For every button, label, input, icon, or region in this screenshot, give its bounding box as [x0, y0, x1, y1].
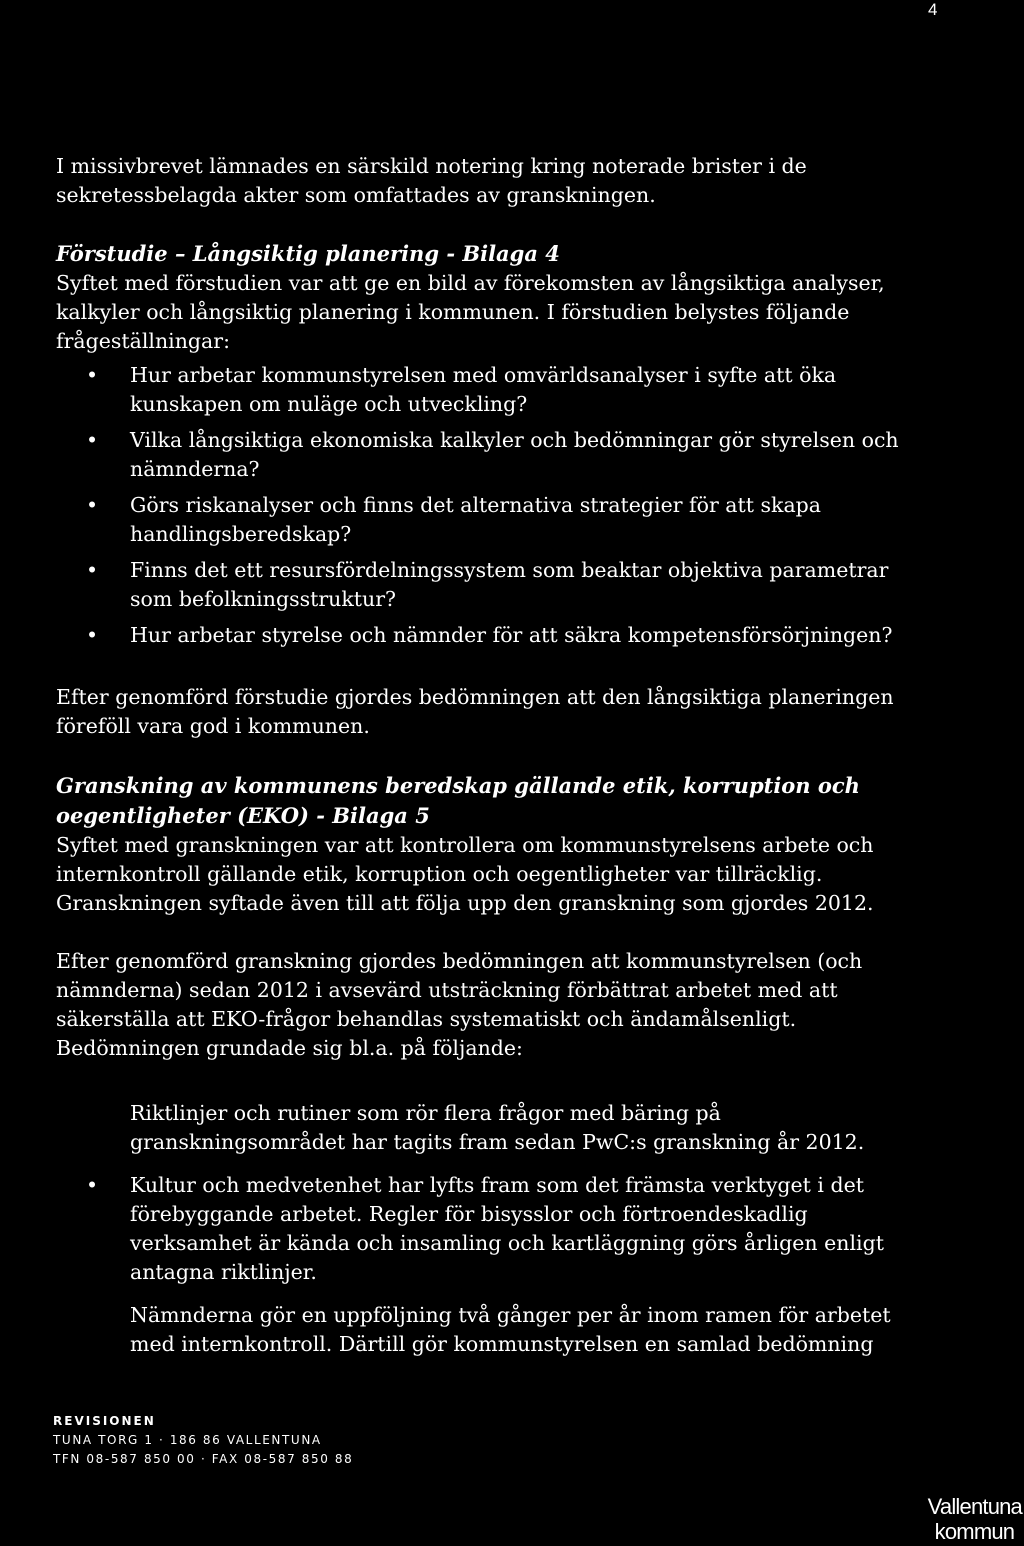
logo-line-1: Vallentuna — [927, 1494, 1022, 1519]
page-number: 4 — [928, 0, 938, 19]
list-item: • Kultur och medvetenhet har lyfts fram som det främsta verktyget i det förebyggande arbetet. Regler för bisysslor och förtroendeskadlig verksamhet är kända och insamling och kartläggning görs årligen enligt antagna riktlinjer. — [56, 1171, 916, 1287]
document-body — [56, 152, 916, 1366]
list-item: • Hur arbetar styrelse och nämnder för att säkra kompetensförsörjningen? — [56, 621, 916, 650]
section-conclusion-forstudie: Efter genomförd förstudie gjordes bedömningen att den långsiktiga planeringen föreföll vara god i kommunen. — [56, 685, 894, 738]
vallentuna-logo — [928, 1494, 1022, 1544]
section-heading-eko: Granskning av kommunens beredskap gällande etik, korruption och oegentligheter (EKO) - Bilaga 5 — [56, 773, 860, 828]
list-item: • Hur arbetar kommunstyrelsen med omvärldsanalyser i syfte att öka kunskapen om nuläge och utveckling? — [56, 361, 916, 419]
section-body-eko: Syftet med granskningen var att kontrollera om kommunstyrelsens arbete och internkontroll gällande etik, korruption och oegentligheter var tillräcklig. Granskningen syftade även till att följa upp den granskning som gjordes 2012. — [56, 833, 874, 915]
list-item: • Vilka långsiktiga ekonomiska kalkyler och bedömningar gör styrelsen och nämnderna? — [56, 426, 916, 484]
list-item: • Finns det ett resursfördelningssystem som beaktar objektiva parametrar som befolkningsstruktur? — [56, 556, 916, 614]
intro-paragraph: I missivbrevet lämnades en särskild notering kring noterade brister i de sekretessbelagda akter som omfattades av granskningen. — [56, 154, 807, 207]
section-eko — [56, 771, 916, 1359]
section-conclusion-eko: Efter genomförd granskning gjordes bedömningen att kommunstyrelsen (och nämnderna) sedan 2012 i avsevärd utsträckning förbättrat arbetet med att säkerställa att EKO-frågor behandlas systematiskt och ändamålsenligt. Bedömningen grundade sig bl.a. på följande: — [56, 949, 863, 1060]
list-item: Riktlinjer och rutiner som rör flera frågor med bäring på granskningsområdet har tagits fram sedan PwC:s granskning år 2012. — [130, 1101, 865, 1154]
section-heading-forstudie: Förstudie – Långsiktig planering - Bilaga 4 — [56, 241, 560, 266]
findings-list — [56, 1099, 916, 1359]
section-forstudie — [56, 239, 916, 741]
footer-phone: TFN 08-587 850 00 · FAX 08-587 850 88 — [53, 1452, 354, 1466]
footer-org-name: REVISIONEN — [53, 1414, 156, 1428]
section-body-forstudie: Syftet med förstudien var att ge en bild av förekomsten av långsiktiga analyser, kalkyler och långsiktig planering i kommunen. I förstudien belystes följande frågeställningar: — [56, 271, 885, 353]
footer-address-block — [53, 1412, 353, 1469]
list-item: • Görs riskanalyser och finns det alternativa strategier för att skapa handlingsberedskap? — [56, 491, 916, 549]
logo-line-2: kommun — [934, 1519, 1015, 1544]
question-list — [56, 361, 916, 650]
footer-address: TUNA TORG 1 · 186 86 VALLENTUNA — [53, 1433, 322, 1447]
list-item: Nämnderna gör en uppföljning två gånger per år inom ramen för arbetet med internkontroll. Därtill gör kommunstyrelsen en samlad bedömning — [130, 1303, 891, 1356]
